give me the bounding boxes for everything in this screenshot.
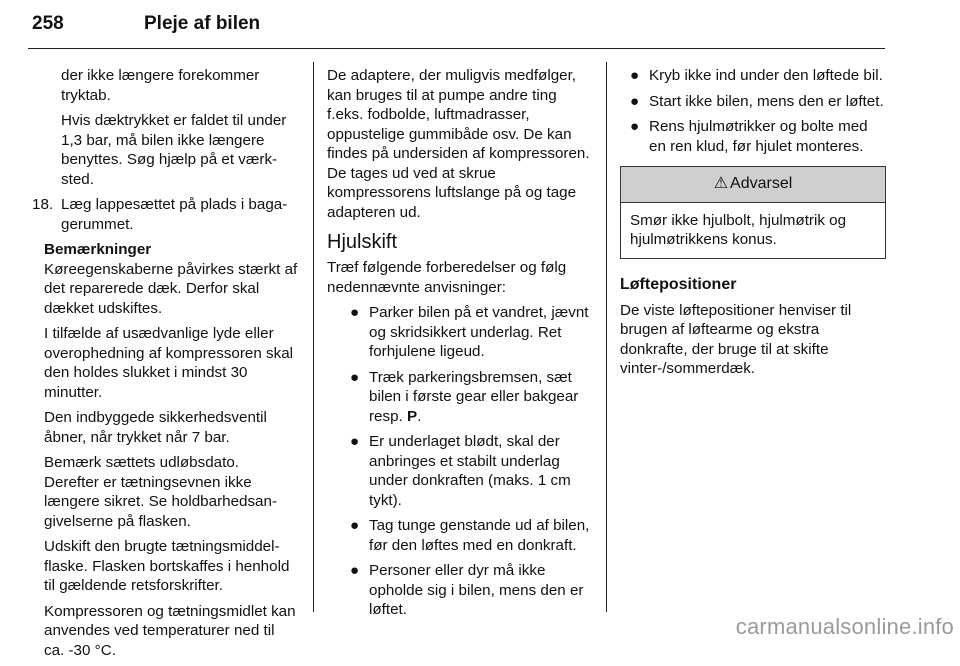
section-title: Hjulskift xyxy=(327,231,398,253)
list-item-text: Parker bilen på et vandret, jævnt og skridsikkert underlag. Ret forhjulene ligeud. xyxy=(369,304,589,360)
list-item-text: Start ikke bilen, mens den er løftet. xyxy=(649,92,884,110)
list-item xyxy=(620,66,886,86)
bullet-icon: ● xyxy=(350,304,360,321)
note-paragraph: Kompressoren og tætningsmidlet kan anvendes ved temperaturer ned til ca. -30 °C. xyxy=(44,602,296,659)
list-item xyxy=(620,92,886,112)
warning-header xyxy=(621,167,885,203)
list-item xyxy=(340,561,595,620)
list-item-text: Rens hjulmøtrikker og bolte med en ren klud, før hjulet monteres. xyxy=(649,118,868,155)
list-item-text: Personer eller dyr må ikke opholde sig i bilen, mens den er løftet. xyxy=(369,562,584,618)
list-item xyxy=(340,303,595,362)
list-item xyxy=(340,432,595,510)
intro-paragraph: Træf følgende forberedelser og følg nedennævnte anvisninger: xyxy=(327,259,567,296)
warning-box xyxy=(620,166,886,259)
bullet-icon: ● xyxy=(630,67,640,84)
continued-text-1: der ikke længere forekommer tryktab. xyxy=(61,67,260,104)
bullet-icon: ● xyxy=(350,517,360,534)
watermark: carmanualsonline.info xyxy=(735,614,954,639)
column-divider xyxy=(606,62,607,612)
note-paragraph: Bemærk sættets udløbsdato. Derefter er tætningsevnen ikke længere sikret. Se holdbarhedsangivelserne på flasken. xyxy=(44,454,278,530)
bullet-icon: ● xyxy=(350,433,360,450)
step-number: 18. xyxy=(32,196,54,213)
list-item-text xyxy=(369,369,578,425)
adapters-paragraph: De adaptere, der muligvis medfølger, kan bruges til at pumpe andre ting f.eks. fodbolde, luftmadrasser, oppustelige gummibåde osv. De kan findes på undersiden af kompressoren. De tages ud ved at skrue kompressorens luftslange på og tage adapteren ud. xyxy=(327,67,590,221)
gear-p-label: P xyxy=(406,407,418,425)
note-paragraph: Den indbyggede sikkerhedsventil åbner, når trykket når 7 bar. xyxy=(44,409,267,446)
continued-text-2: Hvis dæktrykket er faldet til under 1,3 bar, må bilen ikke længere benyttes. Søg hjælp på et værksted. xyxy=(61,112,287,188)
list-item xyxy=(620,117,886,156)
bullet-icon: ● xyxy=(350,368,360,386)
column-2 xyxy=(327,66,595,626)
bullet-icon: ● xyxy=(350,562,360,579)
subsection-title: Løftepositioner xyxy=(620,275,737,293)
list-item-text: Kryb ikke ind under den løftede bil. xyxy=(649,67,883,84)
chapter-title: Pleje af bilen xyxy=(144,13,261,34)
preparation-list xyxy=(327,303,595,620)
column-3 xyxy=(620,66,886,385)
header-rule xyxy=(28,48,885,49)
notes-block xyxy=(32,240,298,660)
list-item-text: Tag tunge genstande ud af bilen, før den løftes med en donkraft. xyxy=(369,517,590,554)
note-paragraph: Køreegenskaberne påvirkes stærkt af det reparerede dæk. Derfor skal dækket udskiftes. xyxy=(44,260,298,317)
lift-positions-paragraph: De viste løftepositioner henviser til brugen af løftearme og ekstra donkrafte, der bruge til at skifte vinter-/sommerdæk. xyxy=(620,301,852,377)
bullet-icon: ● xyxy=(630,118,640,135)
step-18 xyxy=(32,195,298,234)
list-item xyxy=(340,368,595,427)
list-item-text: Er underlaget blødt, skal der anbringes et stabilt underlag under donkraften (maks. 1 cm tykt). xyxy=(369,433,571,509)
list-item-text-end: . xyxy=(417,407,422,425)
list-item-text-part: Træk parkeringsbremsen, sæt bilen i første gear eller bakgear resp. xyxy=(369,368,579,425)
list-item xyxy=(340,516,595,555)
warning-title: Advarsel xyxy=(730,175,793,192)
note-paragraph: Udskift den brugte tætningsmiddelflaske. Flasken bortskaffes i henhold til gældende retsforskrifter. xyxy=(44,538,290,594)
notes-title: Bemærkninger xyxy=(44,241,152,258)
column-divider xyxy=(313,62,314,612)
page-header xyxy=(28,6,885,50)
warning-text: Smør ikke hjulbolt, hjulmøtrik og hjulmøtrikkens konus. xyxy=(630,211,847,248)
page-number: 258 xyxy=(32,13,64,34)
warning-triangle-icon: ⚠ xyxy=(713,175,729,192)
bullet-icon: ● xyxy=(630,92,640,110)
column-1 xyxy=(32,66,298,666)
note-paragraph: I tilfælde af usædvanlige lyde eller overophedning af kompressoren skal den holdes slukket i mindst 30 minutter. xyxy=(44,325,294,401)
step-text: Læg lappesættet på plads i bagagerummet. xyxy=(61,196,288,233)
